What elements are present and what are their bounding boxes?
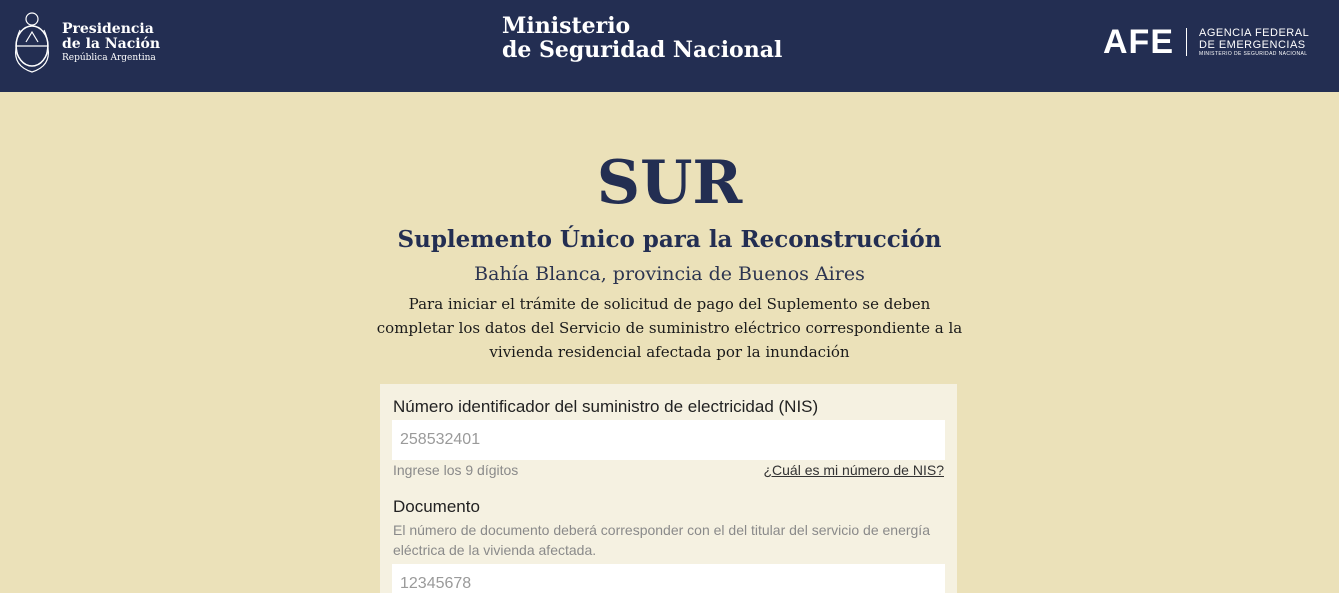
location-text: Bahía Blanca, provincia de Buenos Aires xyxy=(474,263,865,285)
intro-text: Para iniciar el trámite de solicitud de pago del Suplemento se deben completar los datos del Servicio de suministro eléctrico correspondiente a la vivienda residencial afectada por la inundación xyxy=(376,295,963,361)
documento-label: Documento xyxy=(393,497,480,516)
presidencia-logo-link[interactable] xyxy=(10,8,160,78)
argentina-coat-of-arms-icon xyxy=(10,8,54,78)
ministerio-title xyxy=(502,14,782,62)
afe-text xyxy=(1199,27,1309,58)
afe-logo: AFE xyxy=(1103,23,1174,61)
afe-line-3: MINISTERIO DE SEGURIDAD NACIONAL xyxy=(1199,50,1308,57)
presidencia-line-2: de la Nación xyxy=(62,36,161,52)
nis-label: Número identificador del suministro de electricidad (NIS) xyxy=(393,397,819,416)
afe-line-2: DE EMERGENCIAS xyxy=(1199,38,1306,51)
nis-form xyxy=(380,384,957,593)
top-bar xyxy=(0,0,1339,92)
ministerio-line-1: Ministerio xyxy=(502,13,631,39)
afe-line-1: AGENCIA FEDERAL xyxy=(1199,26,1310,39)
nis-input[interactable] xyxy=(392,420,945,460)
afe-logo-link[interactable] xyxy=(1103,24,1309,60)
page-subtitle: Suplemento Único para la Reconstrucción xyxy=(397,226,942,253)
documento-description: El número de documento deberá corresponder con el del titular del servicio de energía eléctrica de la vivienda afectada. xyxy=(393,522,930,558)
nis-help-link[interactable]: ¿Cuál es mi número de NIS? xyxy=(763,462,944,478)
afe-divider xyxy=(1186,28,1187,56)
presidencia-line-1: Presidencia xyxy=(62,21,154,37)
ministerio-line-2: de Seguridad Nacional xyxy=(502,37,783,63)
nis-helper-text: Ingrese los 9 dígitos xyxy=(393,462,519,478)
presidencia-text xyxy=(62,22,160,64)
page-title: SUR xyxy=(596,148,743,218)
presidencia-line-3: República Argentina xyxy=(62,53,156,63)
documento-input[interactable] xyxy=(392,564,945,593)
